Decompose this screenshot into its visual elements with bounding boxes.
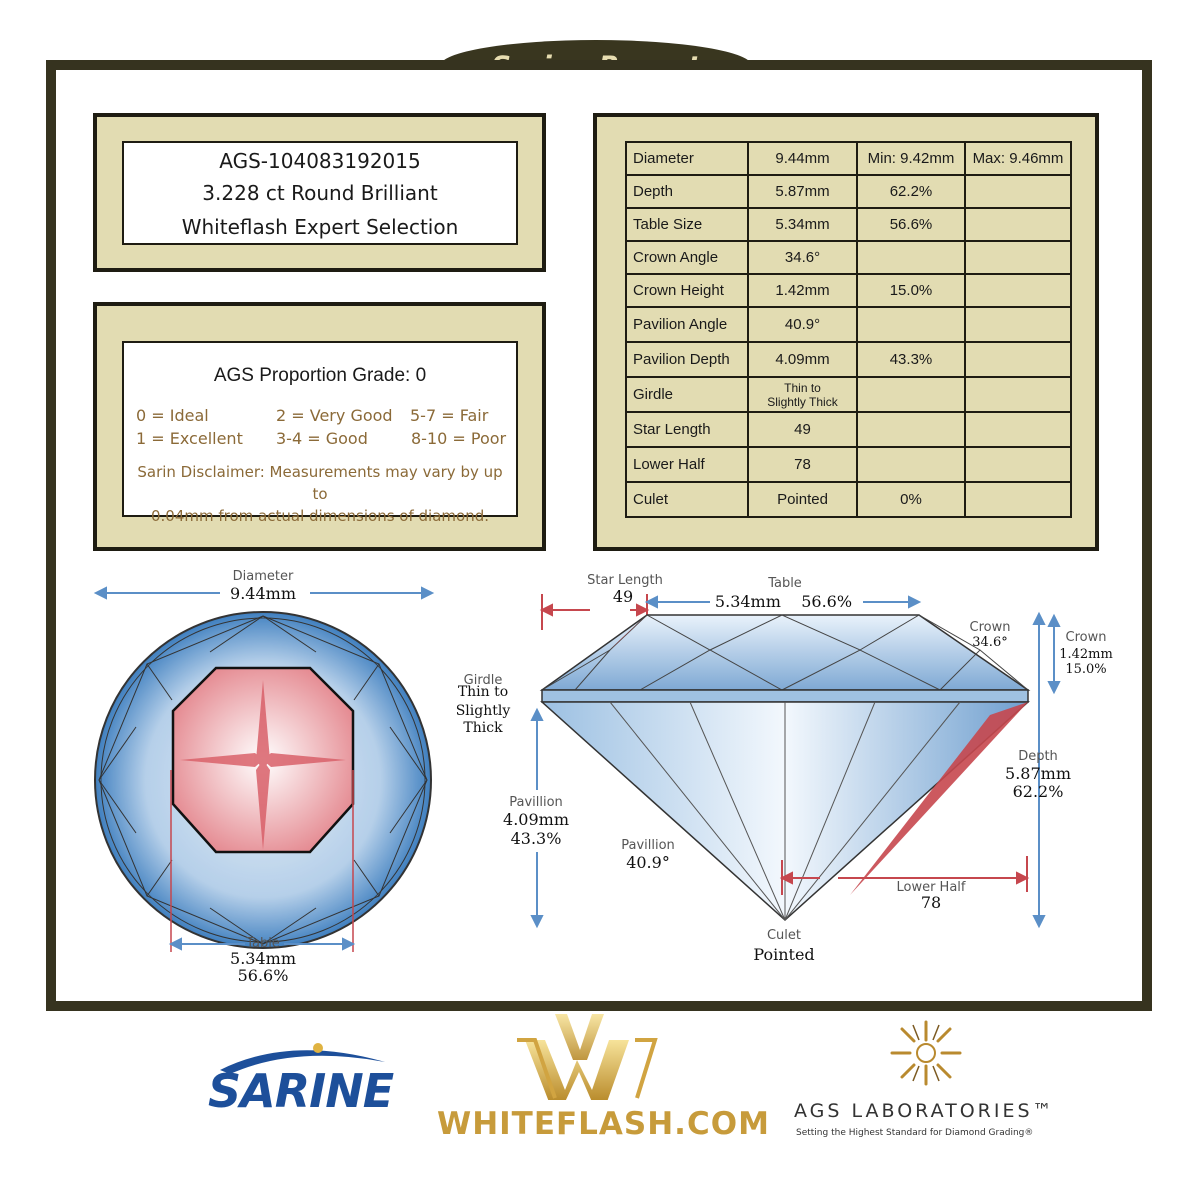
grade-legend-item: 5-7 = Fair	[410, 406, 489, 425]
row-percent: 56.6%	[857, 208, 965, 241]
diameter-label: Diameter	[232, 569, 294, 584]
row-value: 5.87mm	[748, 175, 857, 208]
row-value: 40.9°	[748, 307, 857, 342]
row-extra	[965, 274, 1071, 307]
grade-legend-item: 3-4 = Good	[276, 429, 368, 448]
sarine-logo	[200, 1040, 394, 1130]
identity-box	[122, 141, 518, 245]
pavilion-depth-pct: 43.3%	[510, 829, 562, 848]
row-extra	[965, 241, 1071, 274]
table-row	[626, 142, 1071, 175]
report-number: AGS-104083192015	[219, 149, 421, 173]
row-extra	[965, 307, 1071, 342]
table-row	[626, 307, 1071, 342]
table-label: Table	[246, 936, 280, 951]
row-extra	[965, 175, 1071, 208]
whiteflash-logo	[437, 1010, 770, 1142]
row-extra: Max: 9.46mm	[965, 142, 1071, 175]
table-row	[626, 482, 1071, 517]
row-value: 5.34mm	[748, 208, 857, 241]
crown-height-pct: 15.0%	[1065, 662, 1107, 677]
crown-angle-value: 34.6°	[972, 635, 1008, 650]
sarin-disclaimer	[132, 461, 508, 527]
row-extra	[965, 342, 1071, 377]
girdle-value-line: Thin to	[457, 684, 509, 700]
table-row	[626, 447, 1071, 482]
grade-legend-item: 1 = Excellent	[136, 429, 243, 448]
row-extra	[965, 447, 1071, 482]
row-label: Crown Angle	[626, 241, 748, 274]
table-row	[626, 342, 1071, 377]
row-label: Culet	[626, 482, 748, 517]
star-length-label: Star Length	[587, 573, 663, 588]
row-percent	[857, 241, 965, 274]
pavilion-depth-mm: 4.09mm	[503, 810, 569, 829]
table-pct: 56.6%	[237, 966, 289, 985]
row-percent	[857, 412, 965, 447]
grade-legend-item: 0 = Ideal	[136, 406, 209, 425]
row-value: Pointed	[748, 482, 857, 517]
row-label: Girdle	[626, 377, 748, 412]
row-value: 49	[748, 412, 857, 447]
girdle-value-line: Slightly	[455, 703, 511, 719]
ags-logo	[790, 1018, 1070, 1148]
crown-shape	[542, 615, 1028, 690]
selection-name: Whiteflash Expert Selection	[181, 215, 459, 239]
row-extra	[965, 377, 1071, 412]
disclaimer-line: Sarin Disclaimer: Measurements may vary by up to	[137, 463, 503, 503]
whiteflash-w-icon	[437, 1010, 747, 1100]
side-table-value: 5.34mm 56.6%	[714, 592, 853, 611]
row-percent	[857, 447, 965, 482]
row-label: Table Size	[626, 208, 748, 241]
table-mm: 5.34mm	[230, 949, 296, 968]
row-label: Lower Half	[626, 447, 748, 482]
row-percent	[857, 377, 965, 412]
crown-angle-label: Crown	[969, 620, 1011, 635]
row-value: 78	[748, 447, 857, 482]
crown-height-mm: 1.42mm	[1059, 647, 1113, 662]
row-label: Pavilion Angle	[626, 307, 748, 342]
lower-half-label: Lower Half	[896, 880, 966, 895]
carat-shape: 3.228 ct Round Brilliant	[202, 181, 438, 205]
row-extra	[965, 208, 1071, 241]
row-label: Crown Height	[626, 274, 748, 307]
grade-legend-item: 2 = Very Good	[276, 406, 393, 425]
culet-value: Pointed	[753, 945, 815, 964]
proportion-grade: AGS Proportion Grade: 0	[213, 365, 427, 386]
row-value: 9.44mm	[748, 142, 857, 175]
table-row	[626, 175, 1071, 208]
pavilion-depth-label: Pavillion	[509, 795, 563, 810]
measurements-table	[625, 141, 1072, 518]
row-label: Diameter	[626, 142, 748, 175]
row-value: 1.42mm	[748, 274, 857, 307]
row-percent: 43.3%	[857, 342, 965, 377]
diameter-value: 9.44mm	[230, 584, 296, 603]
depth-mm: 5.87mm	[1005, 764, 1071, 783]
measurements-panel	[593, 113, 1099, 551]
row-percent: Min: 9.42mm	[857, 142, 965, 175]
row-value	[748, 377, 857, 412]
culet-label: Culet	[766, 928, 802, 943]
row-extra	[965, 412, 1071, 447]
pavilion-angle-label: Pavillion	[621, 838, 675, 853]
row-label: Star Length	[626, 412, 748, 447]
girdle-label: Girdle	[463, 673, 503, 688]
depth-pct: 62.2%	[1012, 782, 1064, 801]
row-percent	[857, 307, 965, 342]
sarine-wordmark: SARINE	[208, 1064, 394, 1118]
table-row	[626, 274, 1071, 307]
table-row	[626, 208, 1071, 241]
pavilion-angle-value: 40.9°	[626, 853, 670, 872]
depth-label: Depth	[1018, 749, 1058, 764]
whiteflash-wordmark: WHITEFLASH.COM	[437, 1106, 770, 1142]
girdle-line: Slightly Thick	[767, 394, 838, 409]
identity-panel	[93, 113, 546, 272]
girdle-line: Thin to	[784, 380, 821, 395]
disclaimer-line: 0.04mm from actual dimensions of diamond.	[151, 507, 489, 525]
table-row	[626, 412, 1071, 447]
row-label: Pavilion Depth	[626, 342, 748, 377]
table-row	[626, 377, 1071, 412]
row-value: 4.09mm	[748, 342, 857, 377]
row-label: Depth	[626, 175, 748, 208]
star-length-value: 49	[612, 587, 634, 606]
row-value: 34.6°	[748, 241, 857, 274]
ags-wordmark: AGS LABORATORIES™	[794, 1100, 1055, 1122]
grade-legend-item: 8-10 = Poor	[411, 429, 507, 448]
row-percent: 15.0%	[857, 274, 965, 307]
grade-box	[122, 341, 518, 525]
girdle-value-line: Thick	[463, 720, 503, 736]
row-percent: 62.2%	[857, 175, 965, 208]
table-row	[626, 241, 1071, 274]
ags-tagline: Setting the Highest Standard for Diamond Grading®	[796, 1128, 1034, 1138]
girdle-band	[542, 690, 1028, 702]
grade-panel	[93, 302, 546, 551]
side-table-label: Table	[768, 576, 802, 591]
crown-height-label: Crown	[1065, 630, 1107, 645]
lower-half-value: 78	[920, 893, 942, 912]
row-extra	[965, 482, 1071, 517]
ags-starburst-icon	[886, 1018, 966, 1088]
row-percent: 0%	[857, 482, 965, 517]
